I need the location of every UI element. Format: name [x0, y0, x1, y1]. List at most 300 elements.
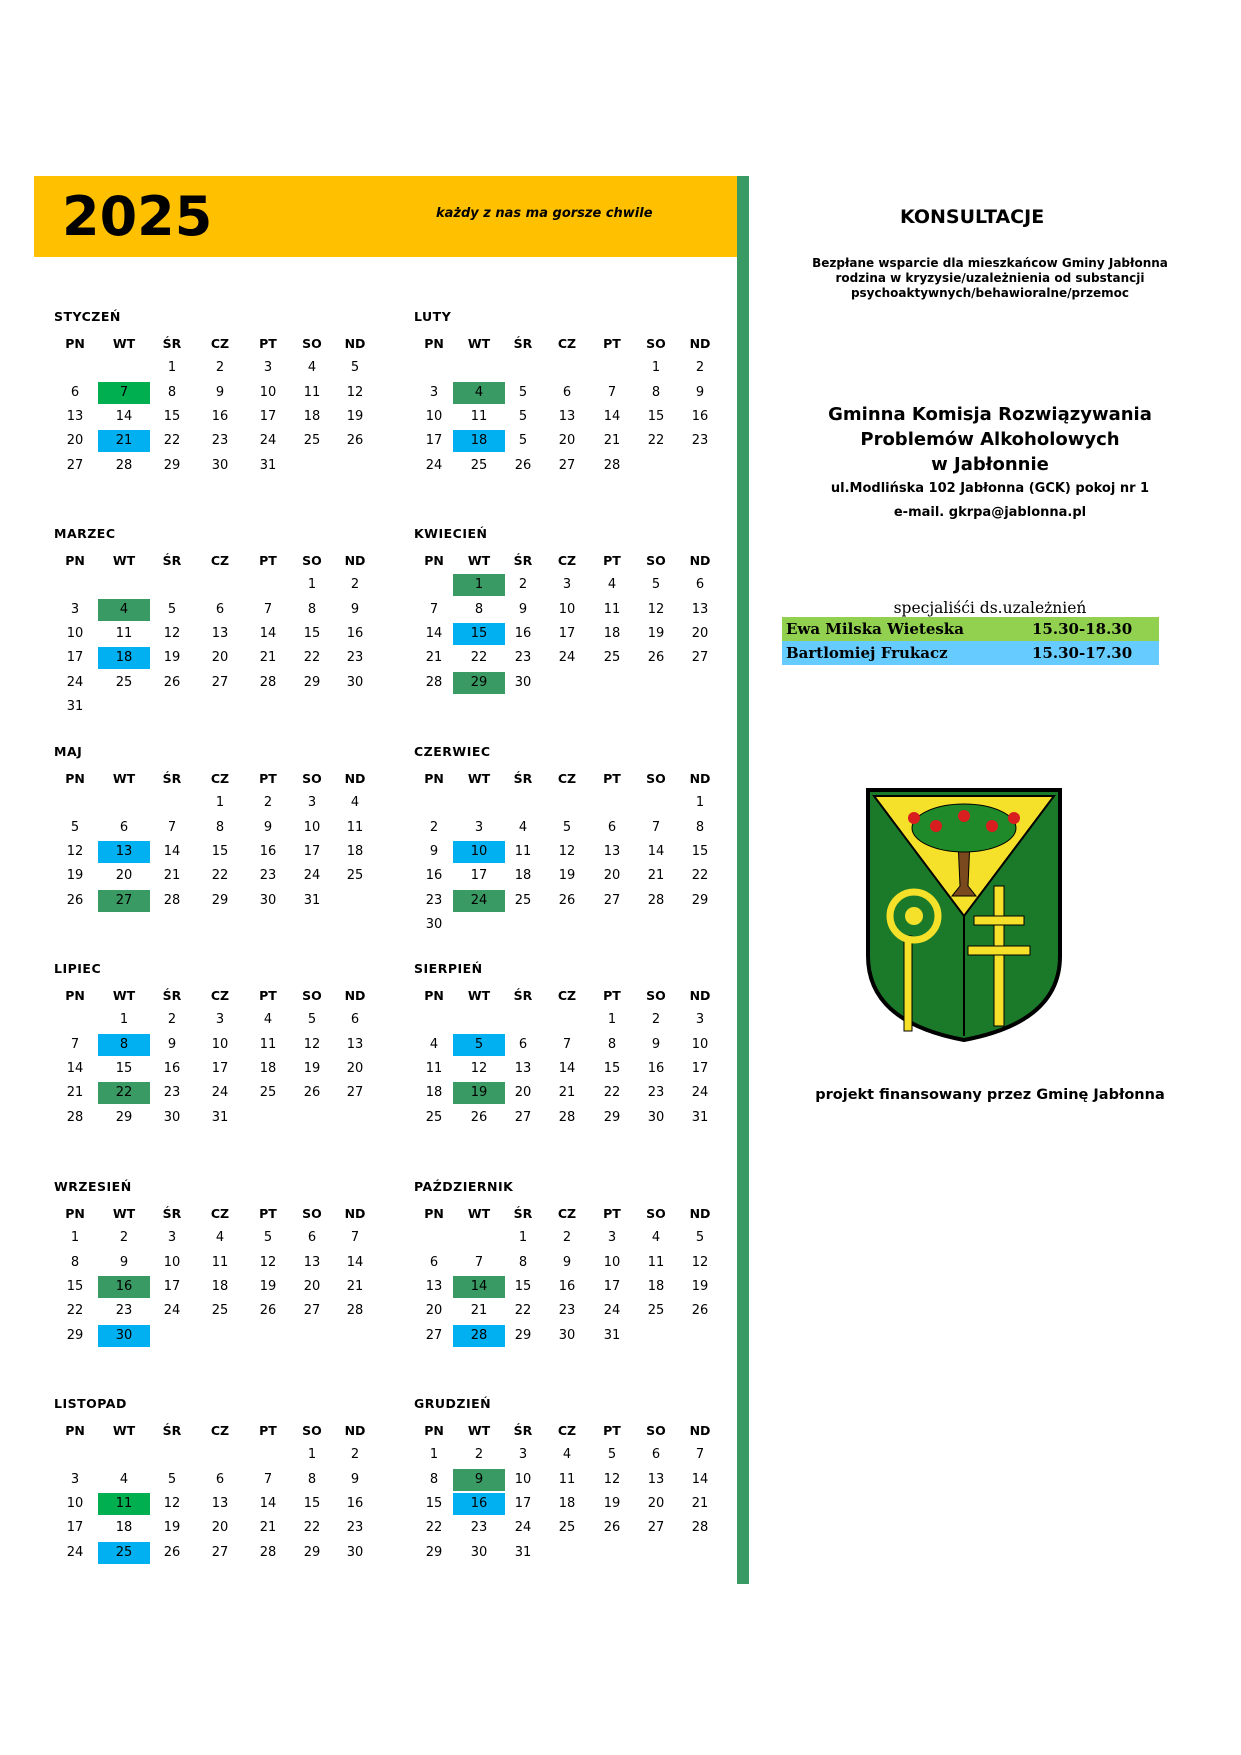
weekday-header: PN: [424, 553, 444, 568]
calendar-day: 8: [429, 1471, 439, 1487]
specialist-row: [782, 641, 1159, 665]
calendar-day: 1: [215, 795, 225, 811]
calendar-day: 24: [259, 433, 277, 449]
calendar-day: 20: [346, 1060, 364, 1076]
calendar-day: 23: [558, 1303, 576, 1319]
calendar-day: 22: [470, 650, 488, 666]
calendar-day: 27: [303, 1303, 321, 1319]
calendar-day: 6: [215, 601, 225, 617]
calendar-day: 19: [603, 1495, 621, 1511]
calendar-day: 9: [119, 1254, 129, 1270]
calendar-day: 24: [163, 1303, 181, 1319]
calendar-day: 16: [98, 1276, 150, 1298]
weekday-header: SO: [302, 336, 322, 351]
calendar-day: 11: [558, 1471, 576, 1487]
calendar-day: 5: [350, 360, 360, 376]
calendar-day: 9: [215, 384, 225, 400]
month-name: CZERWIEC: [414, 744, 491, 759]
calendar-day: 15: [603, 1060, 621, 1076]
calendar-day: 29: [303, 1544, 321, 1560]
calendar-day: 6: [695, 577, 705, 593]
calendar-day: 28: [647, 892, 665, 908]
calendar-day: 19: [163, 1520, 181, 1536]
calendar-day: 16: [691, 408, 709, 424]
calendar-day: 10: [453, 841, 505, 863]
weekday-header: ŚR: [513, 336, 533, 351]
calendar-day: 1: [307, 577, 317, 593]
calendar-day: 21: [647, 868, 665, 884]
calendar-day: 15: [66, 1278, 84, 1294]
support-text: Bezpłane wsparcie dla mieszkańcow Gminy Jabłonna rodzina w kryzysie/uzależnienia od substancji psychoaktywnych/behawioralne/przemoc: [812, 256, 1168, 300]
calendar-day: 5: [307, 1012, 317, 1028]
calendar-day: 28: [259, 674, 277, 690]
weekday-header: CZ: [557, 336, 577, 351]
calendar-day: 24: [691, 1085, 709, 1101]
weekday-header: ND: [344, 1206, 366, 1221]
calendar-day: 7: [474, 1254, 484, 1270]
weekday-header: PT: [259, 1206, 277, 1221]
calendar-day: 16: [346, 1495, 364, 1511]
calendar-day: 3: [474, 819, 484, 835]
calendar-day: 9: [350, 601, 360, 617]
calendar-day: 15: [163, 408, 181, 424]
calendar-day: 18: [346, 843, 364, 859]
email[interactable]: e-mail. gkrpa@jablonna.pl: [893, 505, 1087, 520]
calendar-day: 24: [603, 1303, 621, 1319]
weekday-header: ND: [689, 988, 711, 1003]
calendar-day: 3: [70, 1471, 80, 1487]
calendar-day: 23: [470, 1520, 488, 1536]
calendar-day: 4: [453, 382, 505, 404]
calendar-day: 9: [263, 819, 273, 835]
calendar-day: 8: [215, 819, 225, 835]
calendar-day: 22: [691, 868, 709, 884]
calendar-day: 21: [470, 1303, 488, 1319]
weekday-header: PN: [424, 771, 444, 786]
calendar-day: 18: [425, 1085, 443, 1101]
calendar-day: 29: [453, 672, 505, 694]
weekday-header: ŚR: [513, 771, 533, 786]
calendar-day: 16: [346, 625, 364, 641]
month-name: WRZESIEŃ: [54, 1179, 132, 1194]
weekday-header: PN: [424, 336, 444, 351]
weekday-header: ND: [689, 553, 711, 568]
calendar-day: 30: [346, 674, 364, 690]
calendar-day: 24: [514, 1520, 532, 1536]
calendar-day: 18: [514, 868, 532, 884]
calendar-day: 7: [607, 384, 617, 400]
calendar-day: 19: [691, 1278, 709, 1294]
funded-note: projekt finansowany przez Gminę Jabłonna: [815, 1087, 1165, 1103]
calendar-day: 27: [603, 892, 621, 908]
calendar-day: 6: [119, 819, 129, 835]
weekday-header: ND: [344, 336, 366, 351]
calendar-day: 7: [695, 1447, 705, 1463]
calendar-day: 14: [66, 1060, 84, 1076]
calendar-day: 7: [70, 1036, 80, 1052]
specialist-hours: 15.30-17.30: [1032, 644, 1133, 662]
calendar-day: 16: [514, 625, 532, 641]
calendar-day: 5: [651, 577, 661, 593]
calendar-day: 2: [167, 1012, 177, 1028]
weekday-header: WT: [112, 336, 136, 351]
weekday-header: ŚR: [513, 1206, 533, 1221]
calendar-day: 15: [211, 843, 229, 859]
calendar-day: 28: [66, 1109, 84, 1125]
calendar-day: 15: [425, 1495, 443, 1511]
calendar-day: 26: [163, 1544, 181, 1560]
weekday-header: CZ: [557, 1423, 577, 1438]
calendar-day: 23: [647, 1085, 665, 1101]
calendar-day: 25: [98, 1542, 150, 1564]
calendar-day: 8: [695, 819, 705, 835]
month-name: LIPIEC: [54, 961, 102, 976]
calendar-day: 12: [558, 843, 576, 859]
calendar-day: 8: [607, 1036, 617, 1052]
weekday-header: WT: [467, 988, 491, 1003]
calendar-day: 31: [691, 1109, 709, 1125]
calendar-day: 21: [66, 1085, 84, 1101]
calendar-day: 17: [691, 1060, 709, 1076]
calendar-day: 5: [70, 819, 80, 835]
weekday-header: SO: [646, 1423, 666, 1438]
calendar-day: 10: [303, 819, 321, 835]
weekday-header: WT: [467, 1423, 491, 1438]
weekday-header: PT: [603, 1423, 621, 1438]
calendar-day: 9: [518, 601, 528, 617]
weekday-header: WT: [467, 553, 491, 568]
calendar-day: 13: [211, 1495, 229, 1511]
calendar-day: 28: [691, 1520, 709, 1536]
calendar-day: 17: [163, 1278, 181, 1294]
calendar-day: 1: [607, 1012, 617, 1028]
calendar-day: 29: [514, 1327, 532, 1343]
calendar-day: 5: [167, 601, 177, 617]
calendar-day: 14: [647, 843, 665, 859]
calendar-day: 12: [603, 1471, 621, 1487]
calendar-day: 8: [167, 384, 177, 400]
calendar-day: 31: [603, 1327, 621, 1343]
calendar-day: 23: [211, 433, 229, 449]
calendar-day: 18: [453, 430, 505, 452]
calendar-day: 4: [119, 1471, 129, 1487]
calendar-day: 30: [470, 1544, 488, 1560]
calendar-day: 28: [603, 457, 621, 473]
calendar-day: 27: [514, 1109, 532, 1125]
calendar-day: 26: [647, 650, 665, 666]
calendar-day: 31: [211, 1109, 229, 1125]
calendar-day: 25: [211, 1303, 229, 1319]
calendar-day: 1: [453, 574, 505, 596]
calendar-day: 30: [211, 457, 229, 473]
calendar-day: 3: [167, 1230, 177, 1246]
calendar-day: 14: [558, 1060, 576, 1076]
coat-of-arms-icon: [864, 786, 1064, 1042]
weekday-header: ND: [689, 1206, 711, 1221]
calendar-day: 18: [647, 1278, 665, 1294]
calendar-day: 24: [303, 868, 321, 884]
weekday-header: PN: [65, 988, 85, 1003]
weekday-header: PN: [65, 771, 85, 786]
calendar-day: 29: [163, 457, 181, 473]
calendar-day: 17: [303, 843, 321, 859]
month-name: GRUDZIEŃ: [414, 1396, 492, 1411]
calendar-day: 14: [346, 1254, 364, 1270]
calendar-day: 17: [66, 650, 84, 666]
weekday-header: PT: [603, 1206, 621, 1221]
weekday-header: WT: [112, 553, 136, 568]
calendar-day: 2: [518, 577, 528, 593]
weekday-header: WT: [467, 771, 491, 786]
weekday-header: PT: [259, 1423, 277, 1438]
weekday-header: PT: [603, 988, 621, 1003]
calendar-day: 10: [691, 1036, 709, 1052]
calendar-day: 30: [558, 1327, 576, 1343]
calendar-day: 1: [651, 360, 661, 376]
weekday-header: ND: [689, 771, 711, 786]
calendar-day: 28: [163, 892, 181, 908]
month-name: PAŹDZIERNIK: [414, 1179, 514, 1194]
calendar-day: 17: [514, 1495, 532, 1511]
calendar-day: 3: [307, 795, 317, 811]
calendar-day: 12: [303, 1036, 321, 1052]
calendar-day: 10: [425, 408, 443, 424]
calendar-day: 22: [514, 1303, 532, 1319]
calendar-day: 4: [562, 1447, 572, 1463]
calendar-day: 26: [303, 1085, 321, 1101]
calendar-day: 24: [66, 1544, 84, 1560]
calendar-day: 6: [651, 1447, 661, 1463]
calendar-day: 15: [647, 408, 665, 424]
calendar-day: 21: [163, 868, 181, 884]
calendar-day: 26: [346, 433, 364, 449]
calendar-day: 12: [163, 1495, 181, 1511]
calendar-day: 2: [651, 1012, 661, 1028]
calendar-day: 20: [211, 650, 229, 666]
calendar-day: 14: [115, 408, 133, 424]
calendar-day: 3: [70, 601, 80, 617]
specialist-row: [782, 617, 1159, 641]
calendar-day: 15: [514, 1278, 532, 1294]
weekday-header: SO: [302, 1206, 322, 1221]
calendar-day: 29: [425, 1544, 443, 1560]
weekday-header: PN: [424, 1206, 444, 1221]
weekday-header: CZ: [557, 553, 577, 568]
weekday-header: SO: [302, 1423, 322, 1438]
calendar-day: 13: [647, 1471, 665, 1487]
calendar-day: 2: [429, 819, 439, 835]
weekday-header: PN: [65, 553, 85, 568]
calendar-day: 30: [425, 916, 443, 932]
calendar-day: 27: [558, 457, 576, 473]
weekday-header: CZ: [557, 771, 577, 786]
calendar-day: 19: [453, 1082, 505, 1104]
calendar-day: 23: [163, 1085, 181, 1101]
calendar-day: 10: [259, 384, 277, 400]
calendar-day: 12: [259, 1254, 277, 1270]
calendar-day: 25: [115, 674, 133, 690]
calendar-day: 27: [98, 890, 150, 912]
calendar-day: 14: [259, 1495, 277, 1511]
calendar-day: 9: [350, 1471, 360, 1487]
calendar-day: 16: [211, 408, 229, 424]
month-name: SIERPIEŃ: [414, 961, 483, 976]
calendar-day: 19: [259, 1278, 277, 1294]
weekday-header: PT: [603, 553, 621, 568]
calendar-day: 22: [98, 1082, 150, 1104]
calendar-day: 27: [691, 650, 709, 666]
weekday-header: CZ: [557, 1206, 577, 1221]
calendar-day: 23: [346, 1520, 364, 1536]
calendar-day: 23: [691, 433, 709, 449]
calendar-day: 31: [259, 457, 277, 473]
weekday-header: CZ: [557, 988, 577, 1003]
calendar-day: 26: [691, 1303, 709, 1319]
calendar-day: 29: [115, 1109, 133, 1125]
calendar-day: 6: [307, 1230, 317, 1246]
calendar-day: 21: [346, 1278, 364, 1294]
weekday-header: PT: [603, 771, 621, 786]
calendar-day: 14: [691, 1471, 709, 1487]
calendar-day: 2: [474, 1447, 484, 1463]
calendar-day: 11: [425, 1060, 443, 1076]
month-name: MAJ: [54, 744, 83, 759]
calendar-day: 1: [167, 360, 177, 376]
weekday-header: ŚR: [513, 1423, 533, 1438]
calendar-day: 9: [453, 1469, 505, 1491]
weekday-header: CZ: [210, 988, 230, 1003]
calendar-day: 21: [259, 1520, 277, 1536]
calendar-day: 2: [562, 1230, 572, 1246]
calendar-day: 24: [211, 1085, 229, 1101]
calendar-day: 29: [603, 1109, 621, 1125]
calendar-day: 26: [66, 892, 84, 908]
weekday-header: PN: [424, 1423, 444, 1438]
calendar-day: 1: [119, 1012, 129, 1028]
calendar-day: 9: [167, 1036, 177, 1052]
calendar-day: 13: [346, 1036, 364, 1052]
calendar-day: 8: [518, 1254, 528, 1270]
calendar-day: 7: [98, 382, 150, 404]
weekday-header: ND: [344, 771, 366, 786]
calendar-day: 13: [98, 841, 150, 863]
weekday-header: SO: [302, 553, 322, 568]
calendar-day: 20: [115, 868, 133, 884]
weekday-header: SO: [646, 771, 666, 786]
weekday-header: PN: [424, 988, 444, 1003]
calendar-day: 5: [562, 819, 572, 835]
weekday-header: PN: [65, 1206, 85, 1221]
calendar-day: 3: [429, 384, 439, 400]
calendar-day: 14: [163, 843, 181, 859]
calendar-day: 20: [647, 1495, 665, 1511]
calendar-day: 13: [425, 1278, 443, 1294]
calendar-day: 13: [211, 625, 229, 641]
calendar-day: 5: [263, 1230, 273, 1246]
calendar-day: 11: [211, 1254, 229, 1270]
calendar-day: 3: [695, 1012, 705, 1028]
calendar-day: 7: [167, 819, 177, 835]
calendar-day: 18: [303, 408, 321, 424]
calendar-day: 17: [259, 408, 277, 424]
calendar-day: 9: [429, 843, 439, 859]
calendar-day: 25: [603, 650, 621, 666]
calendar-day: 8: [98, 1034, 150, 1056]
calendar-day: 15: [303, 625, 321, 641]
calendar-day: 26: [603, 1520, 621, 1536]
calendar-day: 4: [215, 1230, 225, 1246]
calendar-day: 12: [691, 1254, 709, 1270]
specialists-title: specjaliśći ds.uzależnień: [893, 599, 1087, 617]
calendar-day: 16: [558, 1278, 576, 1294]
calendar-day: 4: [263, 1012, 273, 1028]
calendar-day: 2: [215, 360, 225, 376]
calendar-day: 11: [647, 1254, 665, 1270]
calendar-day: 30: [98, 1325, 150, 1347]
calendar-day: 29: [303, 674, 321, 690]
calendar-day: 7: [350, 1230, 360, 1246]
calendar-day: 27: [346, 1085, 364, 1101]
weekday-header: ŚR: [513, 988, 533, 1003]
calendar-day: 7: [429, 601, 439, 617]
calendar-day: 11: [98, 1493, 150, 1515]
calendar-day: 3: [215, 1012, 225, 1028]
calendar-day: 19: [558, 868, 576, 884]
calendar-day: 16: [163, 1060, 181, 1076]
calendar-day: 11: [259, 1036, 277, 1052]
weekday-header: SO: [646, 988, 666, 1003]
calendar-day: 15: [691, 843, 709, 859]
calendar-day: 13: [514, 1060, 532, 1076]
calendar-day: 11: [303, 384, 321, 400]
calendar-day: 24: [66, 674, 84, 690]
calendar-day: 19: [163, 650, 181, 666]
calendar-day: 20: [603, 868, 621, 884]
weekday-header: PT: [603, 336, 621, 351]
weekday-header: ŚR: [162, 553, 182, 568]
calendar-day: 27: [425, 1327, 443, 1343]
calendar-day: 22: [647, 433, 665, 449]
calendar-day: 16: [647, 1060, 665, 1076]
calendar-day: 27: [647, 1520, 665, 1536]
address: ul.Modlińska 102 Jabłonna (GCK) pokoj nr 1: [830, 481, 1150, 496]
calendar-day: 12: [470, 1060, 488, 1076]
calendar-day: 25: [425, 1109, 443, 1125]
calendar-day: 11: [115, 625, 133, 641]
calendar-day: 22: [303, 650, 321, 666]
weekday-header: CZ: [210, 553, 230, 568]
calendar-day: 26: [470, 1109, 488, 1125]
calendar-day: 18: [115, 1520, 133, 1536]
calendar-day: 28: [453, 1325, 505, 1347]
calendar-day: 5: [518, 408, 528, 424]
calendar-day: 12: [647, 601, 665, 617]
calendar-day: 18: [211, 1278, 229, 1294]
calendar-day: 13: [603, 843, 621, 859]
calendar-day: 19: [346, 408, 364, 424]
calendar-day: 10: [558, 601, 576, 617]
calendar-day: 10: [66, 1495, 84, 1511]
calendar-day: 6: [518, 1036, 528, 1052]
calendar-day: 4: [98, 599, 150, 621]
weekday-header: WT: [467, 336, 491, 351]
calendar-day: 8: [474, 601, 484, 617]
calendar-day: 22: [603, 1085, 621, 1101]
calendar-day: 3: [518, 1447, 528, 1463]
calendar-day: 31: [66, 698, 84, 714]
weekday-header: SO: [646, 553, 666, 568]
calendar-day: 7: [562, 1036, 572, 1052]
